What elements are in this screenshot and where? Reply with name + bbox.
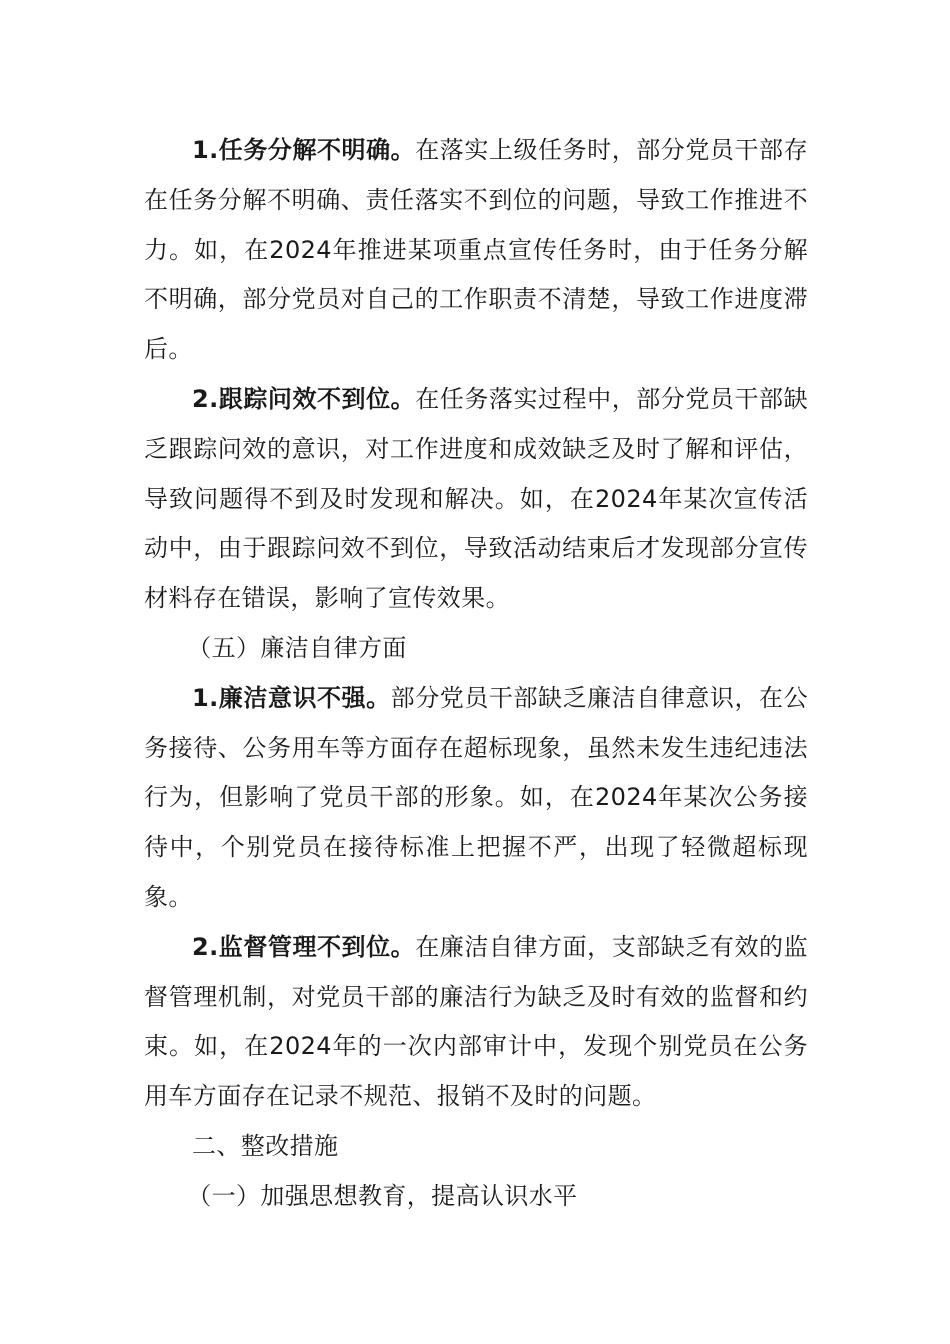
paragraph-supervision	[144, 923, 808, 1122]
sub-heading-education: （一）加强思想教育，提高认识水平	[187, 1181, 578, 1210]
section-heading-rectification: 二、整改措施	[192, 1131, 339, 1160]
paragraph-lead: 1.任务分解不明确。	[192, 136, 416, 164]
paragraph-task-decomposition	[144, 126, 808, 375]
paragraph-lead: 2.监督管理不到位。	[192, 932, 416, 961]
paragraph-lead: 1.廉洁意识不强。	[192, 683, 391, 712]
section-heading-integrity: （五）廉洁自律方面	[187, 633, 407, 662]
paragraph-tracking-accountability	[144, 375, 808, 624]
paragraph-integrity-awareness	[144, 674, 808, 923]
paragraph-lead: 2.跟踪问效不到位。	[192, 384, 416, 413]
document-body	[144, 126, 808, 1222]
paragraph-text: 在廉洁自律方面，支部缺乏有效的监督管理机制，对党员干部的廉洁行为缺乏及时有效的监督和约束。如，在2024年的一次内部审计中，发现个别党员在公务用车方面存在记录不规范、报销不及时的问题。	[144, 932, 808, 1111]
paragraph-text: 在落实上级任务时，部分党员干部存在任务分解不明确、责任落实不到位的问题，导致工作推进不力。如，在2024年推进某项重点宣传任务时，由于任务分解不明确，部分党员对自己的工作职责不清楚，导致工作进度滞后。	[144, 136, 808, 364]
paragraph-text: 部分党员干部缺乏廉洁自律意识，在公务接待、公务用车等方面存在超标现象，虽然未发生违纪违法行为，但影响了党员干部的形象。如，在2024年某次公务接待中，个别党员在接待标准上把握不严，出现了轻微超标现象。	[144, 683, 808, 911]
paragraph-text: 在任务落实过程中，部分党员干部缺乏跟踪问效的意识，对工作进度和成效缺乏及时了解和评估，导致问题得不到及时发现和解决。如，在2024年某次宣传活动中，由于跟踪问效不到位，导致活动结束后才发现部分宣传材料存在错误，影响了宣传效果。	[144, 384, 808, 613]
